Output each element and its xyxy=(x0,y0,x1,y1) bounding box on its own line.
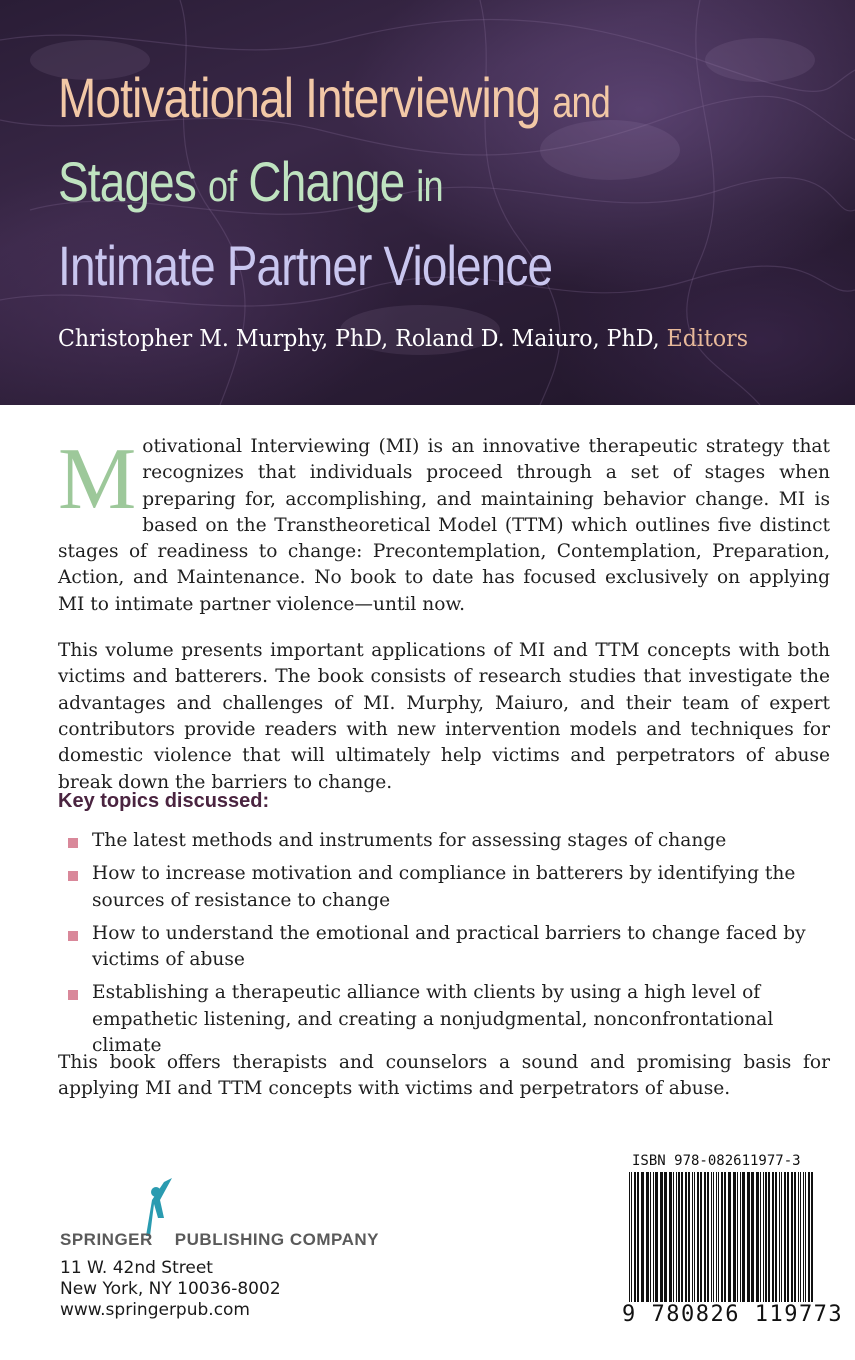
barcode-bar xyxy=(791,1172,793,1302)
key-topics-heading: Key topics discussed: xyxy=(58,790,270,812)
editors-line xyxy=(58,326,748,352)
editor-names: Christopher M. Murphy, PhD, Roland D. Maiuro, PhD, xyxy=(58,326,660,352)
barcode-bars-icon xyxy=(621,1172,821,1302)
list-item-text: How to increase motivation and compliance in batterers by identifying the sources of resistance to change xyxy=(92,863,796,911)
barcode-bar xyxy=(798,1172,799,1302)
barcode-bar xyxy=(716,1172,717,1302)
barcode-bar xyxy=(655,1172,658,1302)
description-paragraph-2: This volume presents important applications of MI and TTM concepts with both victims and batterers. The book consists of research studies that investigate the advantages and challenges of MI. Murphy, Maiuro, and their team of expert contributors provide readers with new intervention models and techniques for domestic violence that will ultimately help victims and perpetrators of abuse break down the barriers to change. xyxy=(58,640,830,793)
title-text: Motivational Interviewing xyxy=(58,66,541,129)
list-item xyxy=(66,980,830,1059)
barcode-bar xyxy=(756,1172,759,1302)
barcode-bar xyxy=(760,1172,761,1302)
publisher-name xyxy=(60,1230,379,1250)
barcode-bar xyxy=(707,1172,709,1302)
bullet-square-icon xyxy=(68,931,78,941)
barcode-bar xyxy=(794,1172,796,1302)
barcode-bar xyxy=(650,1172,651,1302)
title-text: Change xyxy=(248,150,405,213)
address-line: 11 W. 42nd Street xyxy=(60,1258,213,1278)
title-text: in xyxy=(416,162,443,211)
publisher-name-part: PUBLISHING COMPANY xyxy=(174,1230,379,1249)
barcode-bar xyxy=(704,1172,706,1302)
barcode-bar xyxy=(742,1172,745,1302)
description-paragraph-1 xyxy=(58,431,830,618)
barcode-bar xyxy=(811,1172,813,1302)
list-item xyxy=(66,921,830,974)
barcode-bar xyxy=(805,1172,806,1302)
barcode-bar xyxy=(681,1172,683,1302)
list-item xyxy=(66,861,830,914)
barcode-bar xyxy=(740,1172,741,1302)
barcode-bar xyxy=(800,1172,801,1302)
title-line-1 xyxy=(58,68,610,133)
barcode-bar xyxy=(724,1172,726,1302)
paragraph-text: otivational Interviewing (MI) is an innovative therapeutic strategy that recognizes that individuals proceed through a set of stages when preparing for, accomplishing, and maintaining behavior change. MI is based on the Transtheoretical Model (TTM) which outlines five distinct stages of readiness to change: Precontemplation, Contemplation, Preparation, Action, and Maintenance. No book to date has focused exclusively on applying MI to intimate partner violence—until now. xyxy=(58,436,830,615)
barcode-bar xyxy=(718,1172,719,1302)
bullet-square-icon xyxy=(68,871,78,881)
barcode-bar xyxy=(692,1172,693,1302)
springer-figure-logo-icon xyxy=(142,1178,182,1238)
website-link[interactable]: www.springerpub.com xyxy=(60,1300,250,1320)
barcode-bar xyxy=(728,1172,731,1302)
publisher-name-part: SPRINGER xyxy=(60,1230,153,1249)
list-item-text: Establishing a therapeutic alliance with clients by using a high level of empathetic listening, and creating a nonjudgmental, nonconfrontational climate xyxy=(92,982,774,1057)
barcode-bar xyxy=(694,1172,695,1302)
barcode-bar xyxy=(641,1172,644,1302)
barcode-bar xyxy=(765,1172,767,1302)
title-line-3: Intimate Partner Violence xyxy=(58,234,553,297)
drop-cap: M xyxy=(58,431,137,528)
barcode-bar xyxy=(631,1172,632,1302)
barcode-bar xyxy=(678,1172,680,1302)
barcode-bar xyxy=(781,1172,782,1302)
bullet-square-icon xyxy=(68,838,78,848)
barcode-bar xyxy=(803,1172,804,1302)
list-item-text: The latest methods and instruments for assessing stages of change xyxy=(92,830,727,851)
barcode-bar xyxy=(669,1172,672,1302)
list-item xyxy=(66,828,830,854)
barcode-bar xyxy=(676,1172,677,1302)
barcode-bar xyxy=(700,1172,702,1302)
barcode-bar xyxy=(653,1172,654,1302)
barcode-bar xyxy=(688,1172,690,1302)
barcode-bar xyxy=(775,1172,777,1302)
closing-paragraph: This book offers therapists and counselors a sound and promising basis for applying MI and TTM concepts with victims and perpetrators of abuse. xyxy=(58,1052,830,1100)
barcode-bar xyxy=(733,1172,736,1302)
address-line: New York, NY 10036-8002 xyxy=(60,1279,281,1299)
publisher-address xyxy=(60,1258,281,1321)
barcode-bar xyxy=(711,1172,712,1302)
barcode-bar xyxy=(697,1172,699,1302)
barcode-bar xyxy=(713,1172,714,1302)
barcode-bar xyxy=(787,1172,789,1302)
barcode-bar xyxy=(772,1172,774,1302)
title-text: Stages xyxy=(58,150,197,213)
barcode-bar xyxy=(637,1172,639,1302)
barcode-bar xyxy=(768,1172,770,1302)
barcode-bar xyxy=(634,1172,636,1302)
title-line-2 xyxy=(58,152,443,217)
barcode-bar xyxy=(737,1172,738,1302)
barcode-bar xyxy=(721,1172,723,1302)
barcode-bar xyxy=(763,1172,764,1302)
barcode-bar xyxy=(685,1172,687,1302)
isbn-label: ISBN 978-082611977-3 xyxy=(632,1153,801,1169)
title-text: of xyxy=(207,162,237,211)
title-text: and xyxy=(552,78,611,127)
barcode-bar xyxy=(808,1172,810,1302)
barcode-digits: 9 780826 119773 xyxy=(622,1302,844,1327)
barcode-bar xyxy=(751,1172,754,1302)
bullet-square-icon xyxy=(68,990,78,1000)
cover-header xyxy=(0,0,855,405)
barcode-bar xyxy=(784,1172,786,1302)
list-item-text: How to understand the emotional and practical barriers to change faced by victims of abuse xyxy=(92,922,806,971)
barcode-bar xyxy=(664,1172,667,1302)
key-topics-list xyxy=(66,828,830,1066)
barcode-bar xyxy=(660,1172,663,1302)
barcode-bar xyxy=(673,1172,674,1302)
barcode-box xyxy=(621,1172,821,1322)
editor-role: Editors xyxy=(666,326,749,352)
barcode-bar xyxy=(629,1172,630,1302)
barcode-bar xyxy=(646,1172,649,1302)
description xyxy=(58,431,830,816)
barcode-bar xyxy=(747,1172,750,1302)
barcode-bar xyxy=(779,1172,780,1302)
